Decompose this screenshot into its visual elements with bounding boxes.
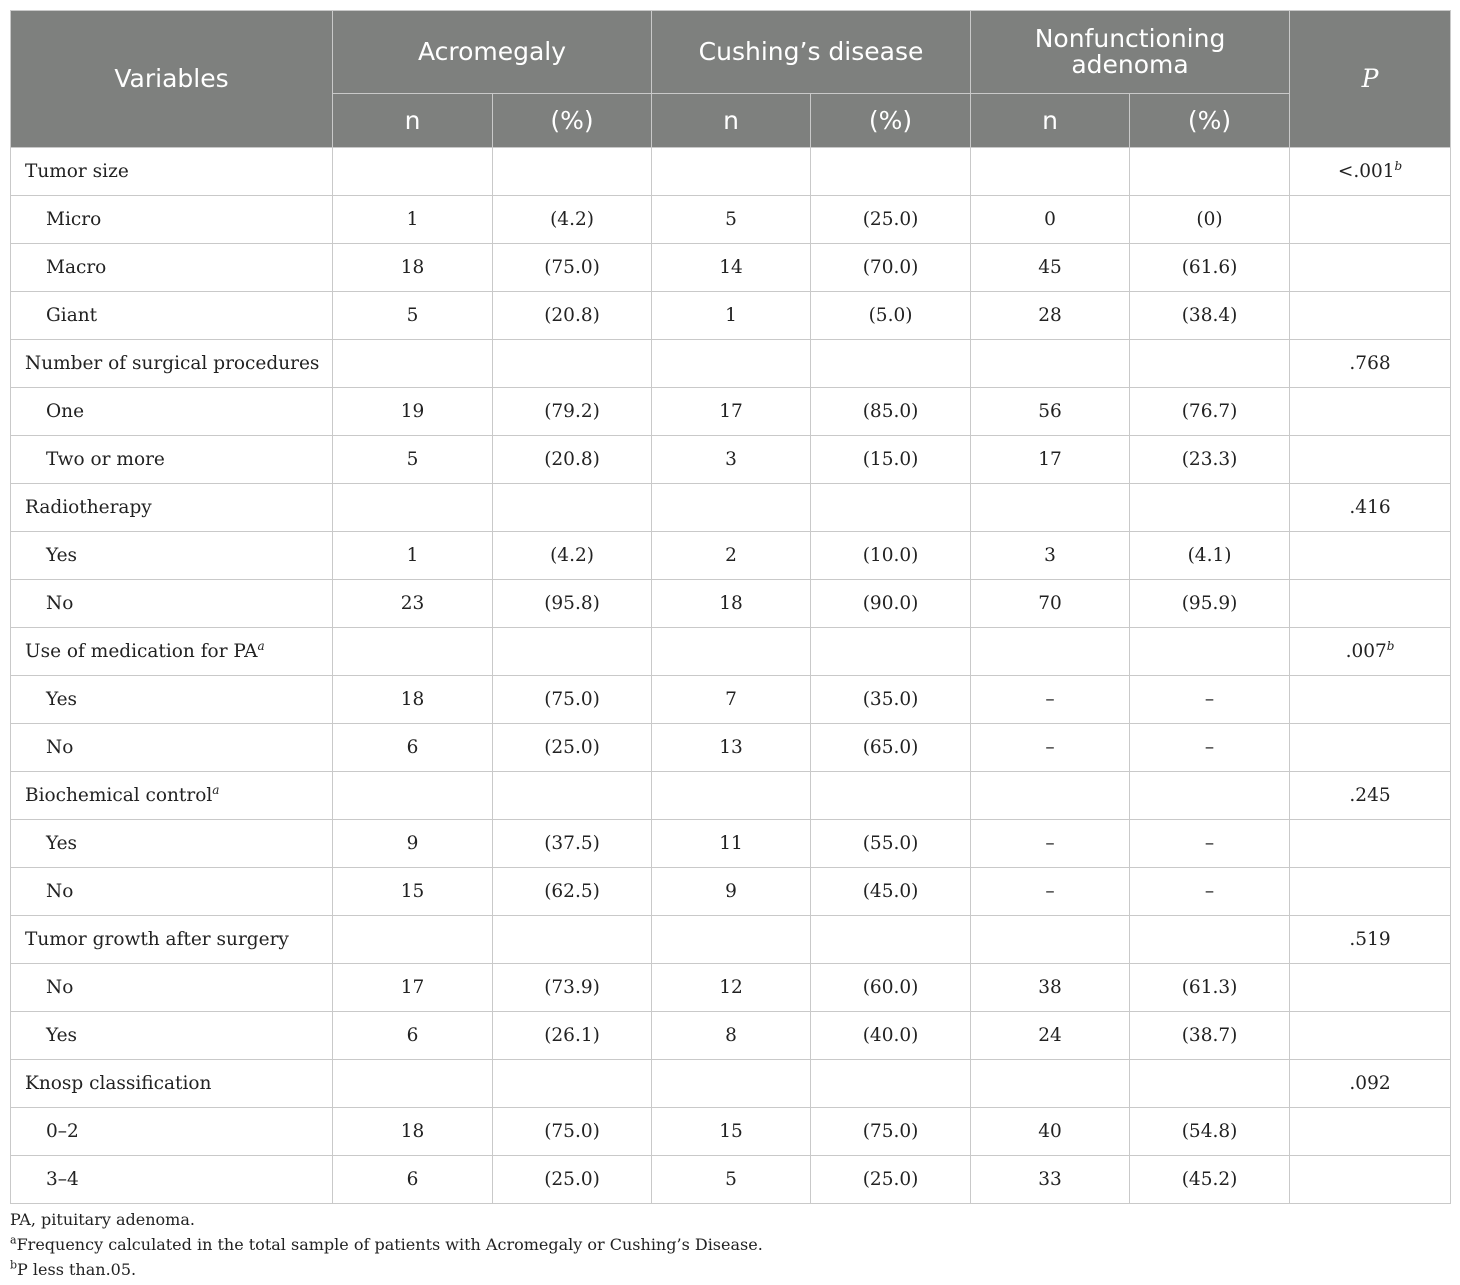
cell-n: 24 [971, 1012, 1130, 1060]
header-n: n [333, 94, 493, 148]
cell-p-value [1290, 1108, 1451, 1156]
cell-pct: (85.0) [811, 388, 971, 436]
cell-p-value [1290, 724, 1451, 772]
cell-n: 9 [652, 868, 811, 916]
cell-pct [811, 628, 971, 676]
cell-pct: – [1130, 724, 1290, 772]
cell-n [333, 628, 493, 676]
cell-n [333, 484, 493, 532]
table-section-row [11, 484, 1451, 532]
row-label: No [11, 964, 333, 1012]
cell-pct: (73.9) [493, 964, 652, 1012]
cell-n: 18 [333, 1108, 493, 1156]
table-row [11, 964, 1451, 1012]
cell-n: 15 [333, 868, 493, 916]
header-pct: (%) [493, 94, 652, 148]
cell-n: 5 [652, 196, 811, 244]
cell-pct [1130, 1060, 1290, 1108]
header-pct: (%) [811, 94, 971, 148]
header-p: P [1290, 11, 1451, 148]
row-label: 3–4 [11, 1156, 333, 1204]
footnotes [10, 1207, 763, 1282]
cell-pct: – [1130, 676, 1290, 724]
cell-p-value [1290, 580, 1451, 628]
cell-n: 2 [652, 532, 811, 580]
cell-pct: (61.6) [1130, 244, 1290, 292]
row-label: Tumor growth after surgery [11, 916, 333, 964]
cell-n: 7 [652, 676, 811, 724]
table-section-row [11, 628, 1451, 676]
cell-p-value [1290, 1156, 1451, 1204]
row-label: Biochemical control$^a$ [11, 772, 333, 820]
cell-n: 17 [333, 964, 493, 1012]
cell-n [652, 628, 811, 676]
cell-pct [493, 628, 652, 676]
cell-pct [493, 340, 652, 388]
cell-pct: (25.0) [811, 1156, 971, 1204]
cell-n: 17 [652, 388, 811, 436]
cell-n [652, 916, 811, 964]
table-row [11, 868, 1451, 916]
cell-pct: (25.0) [493, 1156, 652, 1204]
cell-pct: (0) [1130, 196, 1290, 244]
table-section-row [11, 1060, 1451, 1108]
cell-pct: (75.0) [493, 244, 652, 292]
cell-p-value [1290, 532, 1451, 580]
cell-n [971, 772, 1130, 820]
cell-pct: (70.0) [811, 244, 971, 292]
cell-n: 1 [652, 292, 811, 340]
table-row [11, 676, 1451, 724]
row-label: Giant [11, 292, 333, 340]
cell-n: 17 [971, 436, 1130, 484]
table-row [11, 196, 1451, 244]
row-label: Yes [11, 820, 333, 868]
cell-n: 5 [333, 292, 493, 340]
cell-n: 5 [333, 436, 493, 484]
cell-pct: (45.0) [811, 868, 971, 916]
row-label: Yes [11, 676, 333, 724]
cell-p-value [1290, 820, 1451, 868]
cell-pct: (40.0) [811, 1012, 971, 1060]
cell-p-value: .519 [1290, 916, 1451, 964]
cell-pct: – [1130, 820, 1290, 868]
cell-pct: (38.4) [1130, 292, 1290, 340]
header-group-cushing: Cushing’s disease [652, 11, 971, 94]
cell-pct [1130, 916, 1290, 964]
cell-pct: (37.5) [493, 820, 652, 868]
cell-n: 6 [333, 1012, 493, 1060]
row-label: Use of medication for $PA^a$ [11, 628, 333, 676]
cell-n: 13 [652, 724, 811, 772]
row-label: 0–2 [11, 1108, 333, 1156]
cell-pct: – [1130, 868, 1290, 916]
cell-n [333, 148, 493, 196]
cell-p-value [1290, 676, 1451, 724]
cell-n: 0 [971, 196, 1130, 244]
cell-pct: (23.3) [1130, 436, 1290, 484]
cell-n: 33 [971, 1156, 1130, 1204]
cell-pct: (25.0) [493, 724, 652, 772]
cell-n: 9 [333, 820, 493, 868]
cell-pct: (4.1) [1130, 532, 1290, 580]
cell-pct: (75.0) [811, 1108, 971, 1156]
table-row [11, 724, 1451, 772]
cell-n [333, 916, 493, 964]
row-label: Micro [11, 196, 333, 244]
row-label: Tumor size [11, 148, 333, 196]
cell-pct [1130, 148, 1290, 196]
cell-pct: (10.0) [811, 532, 971, 580]
cell-n [652, 1060, 811, 1108]
cell-pct: (61.3) [1130, 964, 1290, 1012]
table-row [11, 1012, 1451, 1060]
cell-pct: (62.5) [493, 868, 652, 916]
cell-pct: (4.2) [493, 196, 652, 244]
row-label: One [11, 388, 333, 436]
footnote: $^a$Frequency calculated in the total sample of patients with Acromegaly or Cushing’s Disease. [10, 1233, 763, 1254]
table-row [11, 820, 1451, 868]
table-section-row [11, 148, 1451, 196]
cell-p-value [1290, 436, 1451, 484]
cell-n: 1 [333, 196, 493, 244]
cell-p-value [1290, 244, 1451, 292]
cell-pct: (95.8) [493, 580, 652, 628]
cell-n: 18 [652, 580, 811, 628]
cell-pct: (75.0) [493, 1108, 652, 1156]
cell-pct: (45.2) [1130, 1156, 1290, 1204]
cell-p-value: .768 [1290, 340, 1451, 388]
header-pct: (%) [1130, 94, 1290, 148]
cell-n: 45 [971, 244, 1130, 292]
cell-pct: (15.0) [811, 436, 971, 484]
row-label: No [11, 580, 333, 628]
table-container [10, 10, 1450, 1204]
cell-pct [493, 916, 652, 964]
cell-pct: (79.2) [493, 388, 652, 436]
cell-pct: (35.0) [811, 676, 971, 724]
cell-n: 18 [333, 244, 493, 292]
cell-n: – [971, 676, 1130, 724]
row-label: Radiotherapy [11, 484, 333, 532]
cell-n: 70 [971, 580, 1130, 628]
cell-n: 12 [652, 964, 811, 1012]
header-group-acromegaly: Acromegaly [333, 11, 652, 94]
cell-n: 5 [652, 1156, 811, 1204]
cell-n: 3 [652, 436, 811, 484]
cell-p-value [1290, 196, 1451, 244]
cell-pct: (5.0) [811, 292, 971, 340]
cell-n [971, 916, 1130, 964]
cell-n: 6 [333, 724, 493, 772]
row-label: Knosp classification [11, 1060, 333, 1108]
cell-n: 8 [652, 1012, 811, 1060]
cell-n: 56 [971, 388, 1130, 436]
cell-pct: (4.2) [493, 532, 652, 580]
cell-n: 40 [971, 1108, 1130, 1156]
cell-pct [493, 148, 652, 196]
cell-pct: (65.0) [811, 724, 971, 772]
cell-n [652, 484, 811, 532]
cell-n: 6 [333, 1156, 493, 1204]
results-table [10, 10, 1451, 1204]
cell-n: 3 [971, 532, 1130, 580]
cell-pct: (38.7) [1130, 1012, 1290, 1060]
table-row [11, 1108, 1451, 1156]
cell-pct [1130, 772, 1290, 820]
cell-p-value: .007$^b$ [1290, 628, 1451, 676]
cell-pct: (20.8) [493, 292, 652, 340]
cell-n: – [971, 724, 1130, 772]
table-row [11, 580, 1451, 628]
cell-p-value [1290, 388, 1451, 436]
cell-n: 38 [971, 964, 1130, 1012]
cell-n [971, 1060, 1130, 1108]
cell-pct [493, 772, 652, 820]
cell-p-value: <.001$^b$ [1290, 148, 1451, 196]
cell-p-value [1290, 1012, 1451, 1060]
cell-n [652, 772, 811, 820]
cell-n [971, 484, 1130, 532]
cell-pct [811, 484, 971, 532]
cell-n: – [971, 868, 1130, 916]
cell-pct [493, 484, 652, 532]
cell-pct [493, 1060, 652, 1108]
footnote: $^b$P less than.05. [10, 1258, 137, 1279]
cell-pct [1130, 340, 1290, 388]
cell-pct: (55.0) [811, 820, 971, 868]
row-label: No [11, 868, 333, 916]
cell-pct: (76.7) [1130, 388, 1290, 436]
cell-p-value: .416 [1290, 484, 1451, 532]
cell-pct [811, 1060, 971, 1108]
cell-n [971, 148, 1130, 196]
cell-n: 23 [333, 580, 493, 628]
header-variables: Variables [11, 11, 333, 148]
cell-n [971, 340, 1130, 388]
cell-p-value [1290, 868, 1451, 916]
footnote: PA, pituitary adenoma. [10, 1210, 195, 1229]
table-row [11, 244, 1451, 292]
cell-pct: (95.9) [1130, 580, 1290, 628]
cell-n: 11 [652, 820, 811, 868]
table-row [11, 292, 1451, 340]
cell-n [333, 772, 493, 820]
cell-pct: (75.0) [493, 676, 652, 724]
cell-pct: (20.8) [493, 436, 652, 484]
cell-n [333, 1060, 493, 1108]
row-label: Yes [11, 532, 333, 580]
cell-n: 28 [971, 292, 1130, 340]
cell-pct [1130, 484, 1290, 532]
header-group-nonfunctioning: Nonfunctioning adenoma [971, 11, 1290, 94]
cell-pct [1130, 628, 1290, 676]
cell-pct [811, 772, 971, 820]
cell-n: 14 [652, 244, 811, 292]
table-body [11, 148, 1451, 1204]
cell-n: – [971, 820, 1130, 868]
cell-p-value [1290, 292, 1451, 340]
row-label: No [11, 724, 333, 772]
cell-n [971, 628, 1130, 676]
row-label: Macro [11, 244, 333, 292]
table-section-row [11, 340, 1451, 388]
cell-n [333, 340, 493, 388]
cell-n: 18 [333, 676, 493, 724]
cell-n [652, 148, 811, 196]
cell-pct [811, 916, 971, 964]
cell-pct: (26.1) [493, 1012, 652, 1060]
table-row [11, 532, 1451, 580]
cell-pct: (25.0) [811, 196, 971, 244]
cell-pct: (90.0) [811, 580, 971, 628]
header-n: n [652, 94, 811, 148]
row-label: Two or more [11, 436, 333, 484]
cell-pct [811, 340, 971, 388]
cell-p-value [1290, 964, 1451, 1012]
table-row [11, 436, 1451, 484]
cell-pct [811, 148, 971, 196]
table-section-row [11, 772, 1451, 820]
cell-p-value: .092 [1290, 1060, 1451, 1108]
table-row [11, 388, 1451, 436]
row-label: Number of surgical procedures [11, 340, 333, 388]
cell-p-value: .245 [1290, 772, 1451, 820]
cell-n: 15 [652, 1108, 811, 1156]
cell-n [652, 340, 811, 388]
cell-pct: (60.0) [811, 964, 971, 1012]
cell-pct: (54.8) [1130, 1108, 1290, 1156]
table-section-row [11, 916, 1451, 964]
cell-n: 19 [333, 388, 493, 436]
header-n: n [971, 94, 1130, 148]
table-row [11, 1156, 1451, 1204]
row-label: Yes [11, 1012, 333, 1060]
cell-n: 1 [333, 532, 493, 580]
